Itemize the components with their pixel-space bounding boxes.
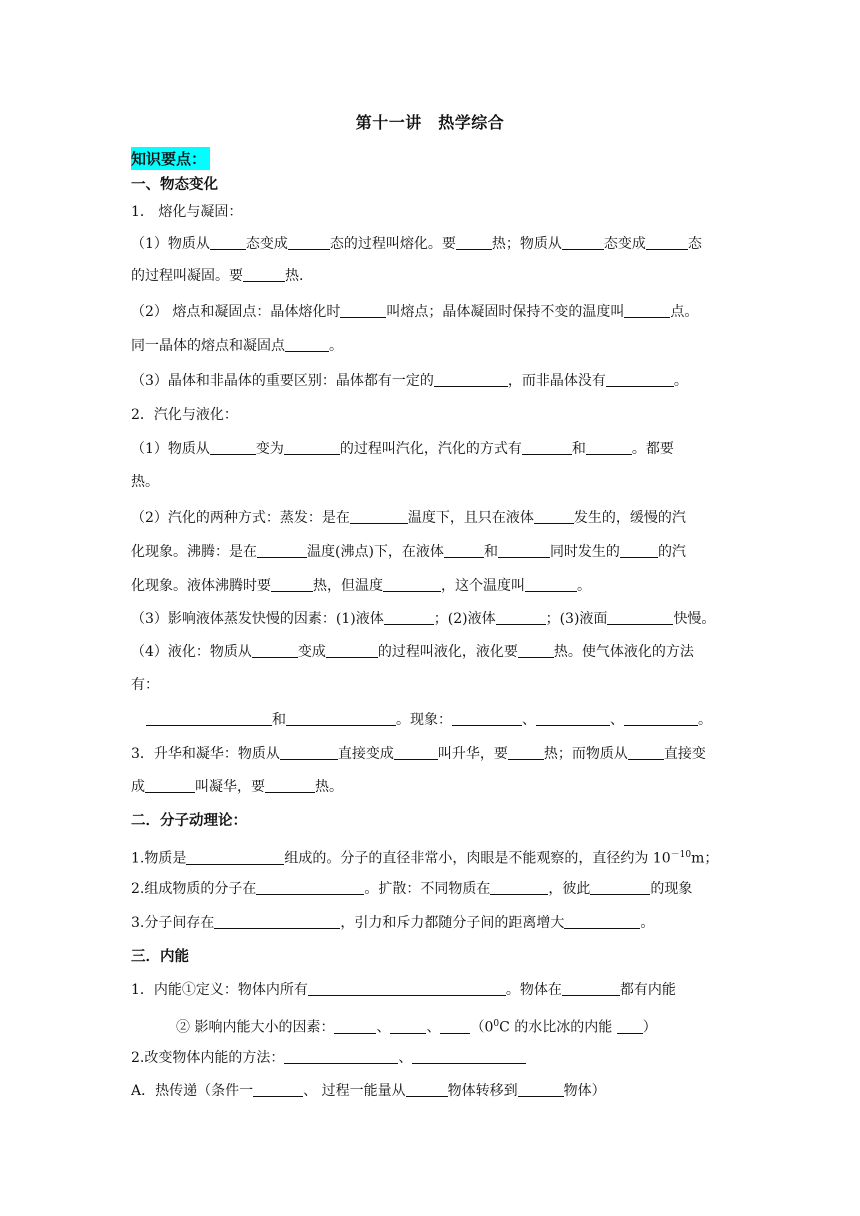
- text-line: 3.分子间存在 ，引力和斥力都随分子间的距离增大 。: [131, 915, 655, 931]
- page-title: 第十一讲 热学综合: [355, 113, 505, 132]
- text-line: 1．内能①定义：物体内所有 。物体在 都有内能: [131, 982, 676, 998]
- text-line: ② 影响内能大小的因素： 、 、 （$0^0C$ 的水比冰的内能 ）: [176, 1019, 657, 1036]
- text-line: （3）影响液体蒸发快慢的因素：(1)液体 ；(2)液体 ；(3)液面 快慢。: [131, 611, 716, 627]
- text-line: （1）物质从 变为 的过程叫汽化，汽化的方式有 和 。都要: [131, 441, 674, 457]
- text-line: （1）物质从 态变成 态的过程叫熔化。要 热；物质从 态变成 态: [131, 236, 702, 252]
- text-line: 的过程叫凝固。要 热.: [131, 268, 304, 284]
- text-line: 化现象。沸腾：是在 温度(沸点)下，在液体 和 同时发生的 的汽: [131, 544, 686, 560]
- text-line: 有：: [131, 677, 159, 693]
- section-heading-phase-change: 一、物态变化: [131, 176, 218, 193]
- text-line: （2）汽化的两种方式：蒸发：是在 温度下，且只在液体 发生的，缓慢的汽: [131, 510, 686, 526]
- text-line: （4）液化：物质从 变成 的过程叫液化，液化要 热。使气体液化的方法: [131, 644, 694, 660]
- text-line: 2．汽化与液化：: [131, 407, 238, 423]
- text-line: 2.改变物体内能的方法： 、: [131, 1048, 731, 1068]
- text-line: 1． 熔化与凝固：: [131, 204, 243, 220]
- section-heading-molecular-theory: 二．分子动理论：: [131, 812, 247, 829]
- text-line: 2.组成物质的分子在 。扩散：不同物质在 ，彼此 的现象: [131, 881, 693, 897]
- text-line: 3．升华和凝华：物质从 直接变成 叫升华，要 热；而物质从 直接变: [131, 746, 706, 762]
- text-line: A．热传递（条件一 、 过程一能量从 物体转移到 物体）: [131, 1083, 606, 1099]
- text-line: 1.物质是 组成的。分子的直径非常小，肉眼是不能观察的，直径约为 $10^{-10}m$；: [131, 850, 719, 867]
- text-line: 同一晶体的熔点和凝固点 。: [131, 338, 343, 354]
- text-line: 和 。现象： 、 、 。: [146, 710, 746, 730]
- text-line: 化现象。液体沸腾时要 热，但温度 ，这个温度叫 。: [131, 578, 591, 594]
- text-line: 热。: [131, 474, 159, 490]
- key-points-highlight: 知识要点：: [131, 147, 210, 170]
- text-line: （2） 熔点和凝固点：晶体熔化时 叫熔点；晶体凝固时保持不变的温度叫 点。: [131, 304, 699, 320]
- section-heading-internal-energy: 三．内能: [131, 948, 189, 965]
- text-line: 成 叫凝华，要 热。: [131, 779, 343, 795]
- text-line: （3）晶体和非晶体的重要区别：晶体都有一定的 ，而非晶体没有 。: [131, 373, 688, 389]
